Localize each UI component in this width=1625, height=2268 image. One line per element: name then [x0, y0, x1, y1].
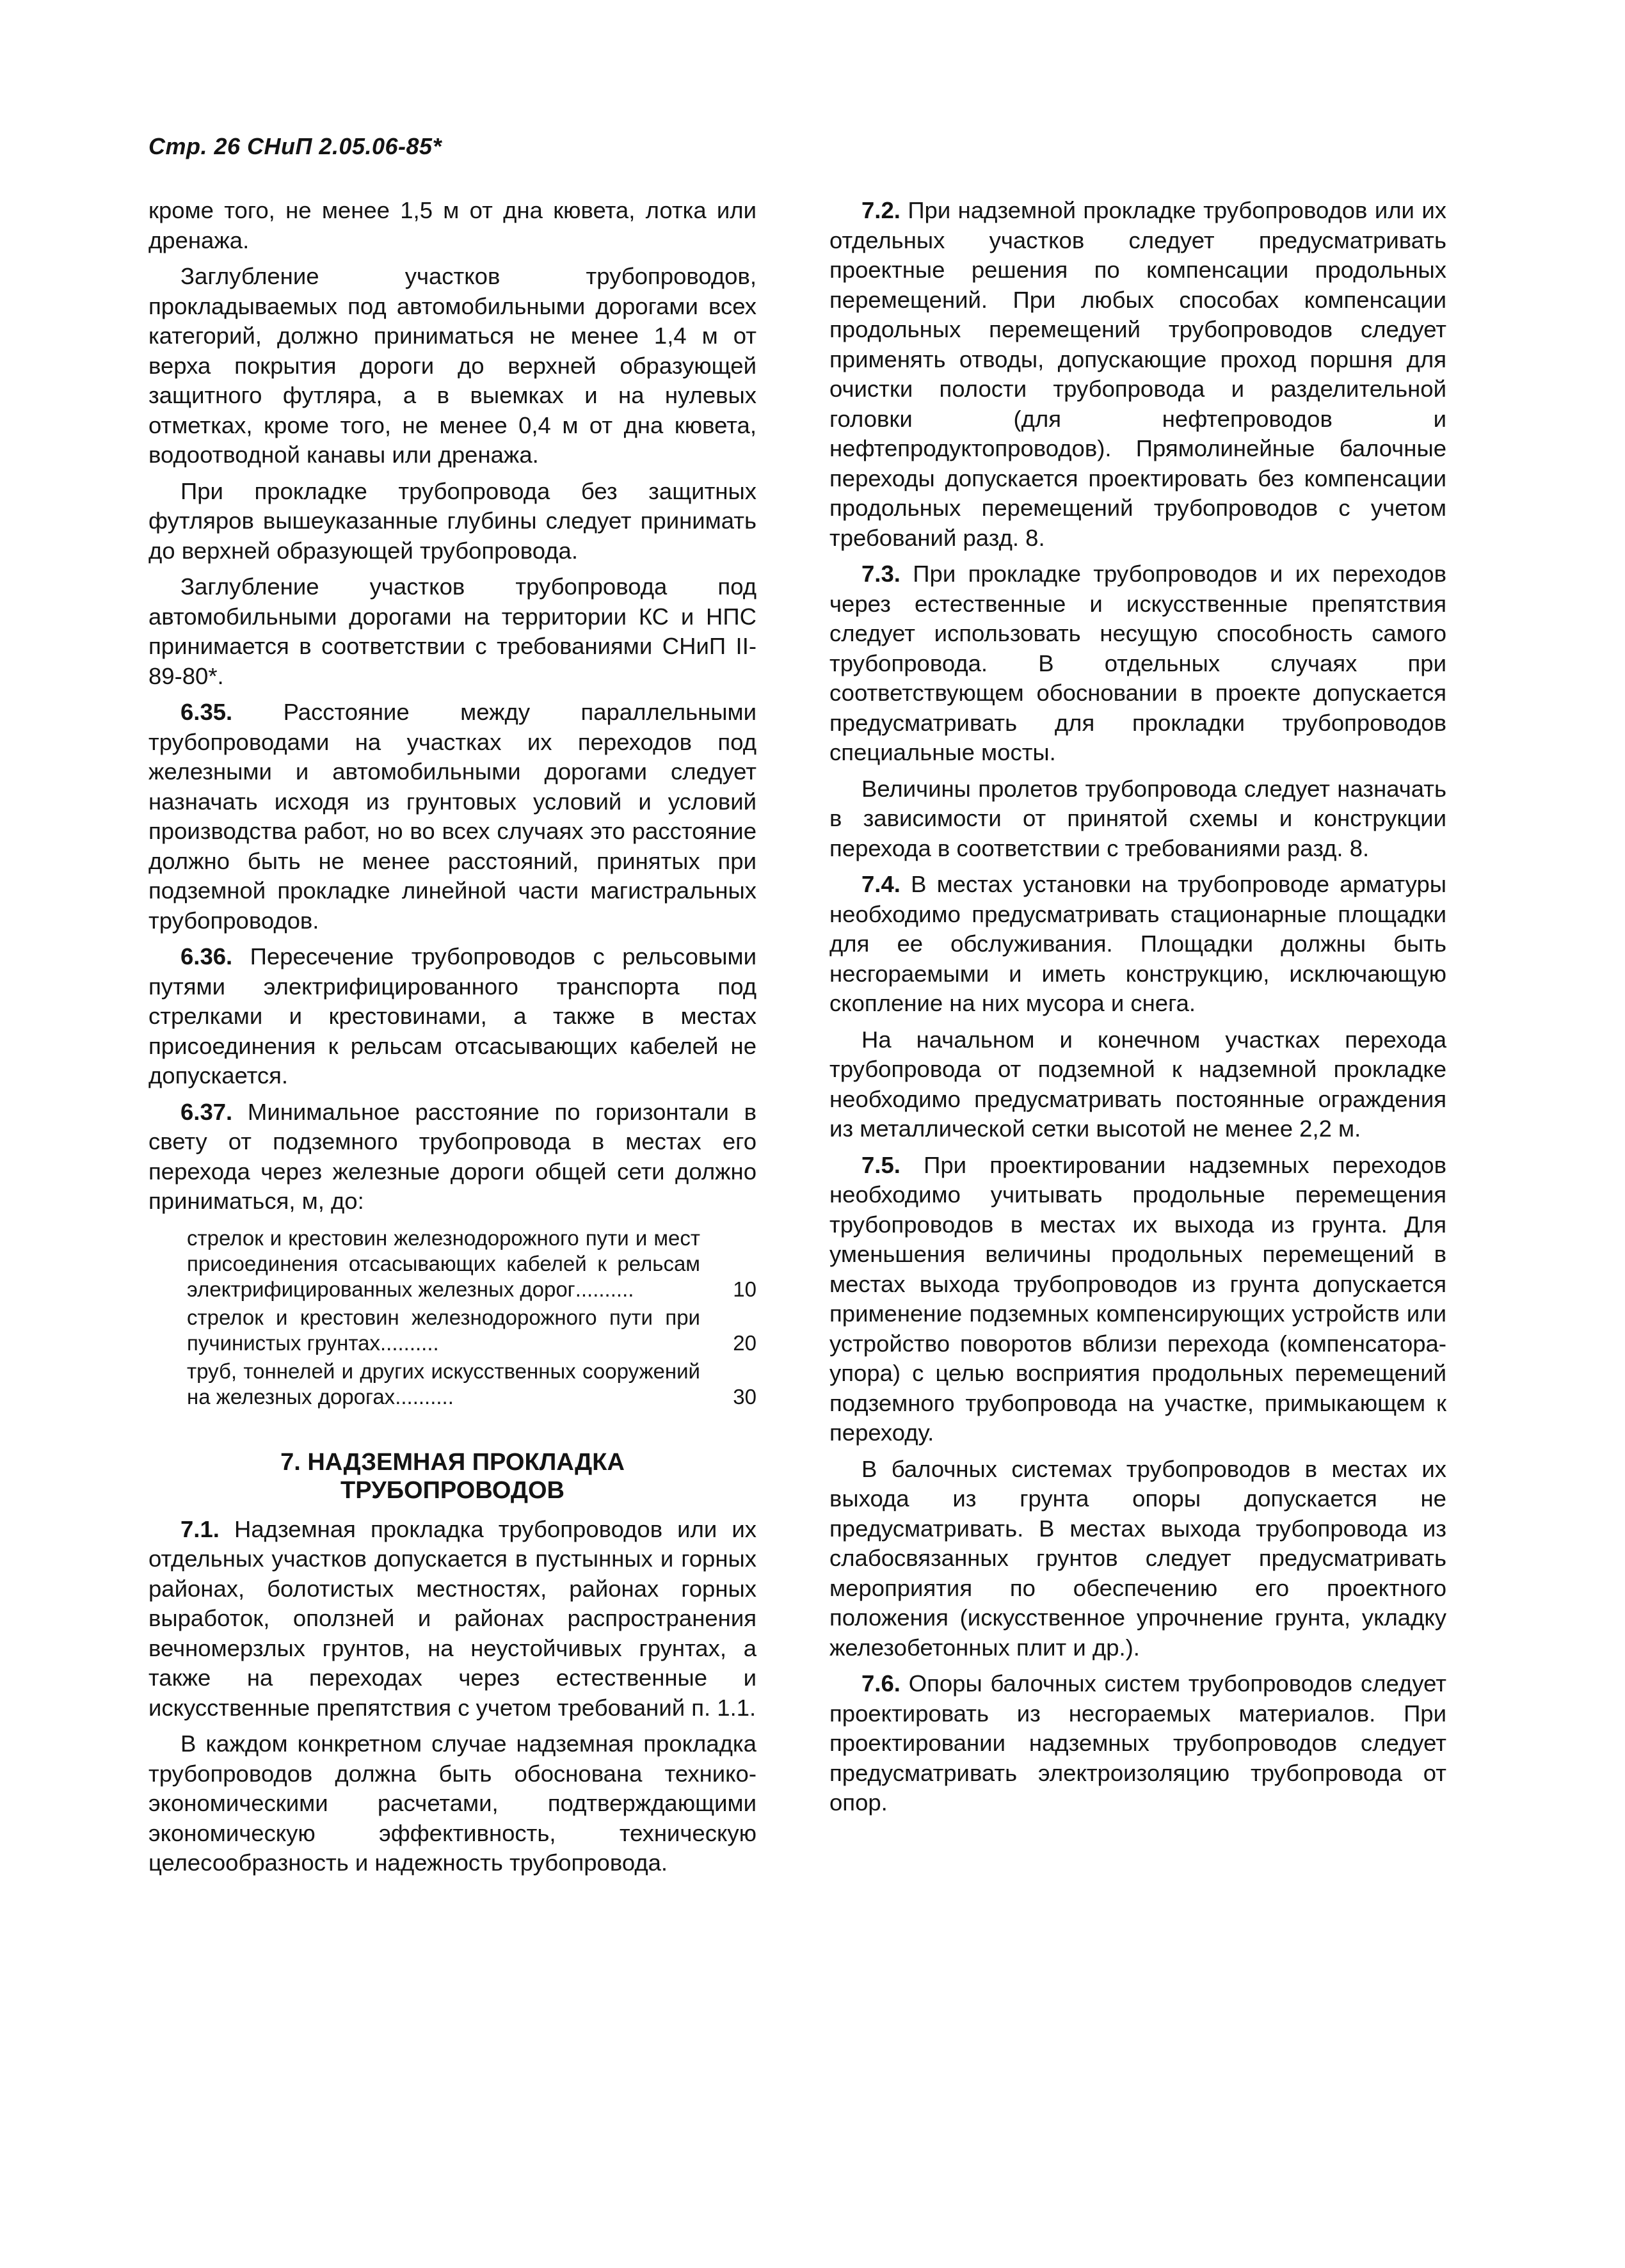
clause-text: Минимальное расстояние по горизонтали в свету от подземного трубопровода в местах его перехода через железные дороги общей сети должно приниматься, м, до: [148, 1098, 756, 1214]
paragraph: В балочных системах трубопроводов в местах их выхода из грунта опоры допускается не предусматривать. В местах выхода трубопровода из слабосвязанных грунтов следует предусматривать мероприятия по обеспечению его проектного положения (искусственное упрочнение грунта, укладку железобетонных плит и др.). [829, 1455, 1446, 1661]
list-item [187, 1305, 756, 1356]
clause-number: 6.35. [180, 699, 233, 725]
clause-text: Расстояние между параллельными трубопроводами на участках их переходов под железными и автомобильными дорогами следует назначать исходя из грунтовых условий и условий производства работ, но во всех случаях это расстояние должно быть не менее расстояний, принятых при подземной прокладке линейной части магистральных трубопроводов. [148, 699, 756, 934]
list-item-value: 30 [733, 1384, 756, 1409]
clause-number: 7.3. [861, 561, 901, 587]
list-item [187, 1226, 756, 1302]
clause-number: 7.5. [861, 1151, 901, 1178]
clause-6-35 [148, 698, 756, 936]
list-item-value: 20 [733, 1330, 756, 1355]
clause-text: При проектировании надземных переходов необходимо учитывать продольные перемещения трубопроводов в местах их выхода из грунта. Для уменьшения величины продольных перемещений в местах выхода трубопроводов из грунта допускается применение подземных компенсирующих устройств или устройство поворотов вблизи перехода (компенсатора-упора) с целью восприятия продольных перемещений подземного трубопровода на участке, примыкающем к переходу. [829, 1151, 1446, 1446]
clause-text: Надземная прокладка трубопроводов или их отдельных участков допускается в пустынных и горных районах, болотистых местностях, районах горных выработок, оползней и районах распространения вечномерзлых грунтов, на неустойчивых грунтах, а также на переходах через естественные и искусственные препятствия с учетом требований п. 1.1. [148, 1515, 756, 1721]
paragraph: На начальном и конечном участках перехода трубопровода от подземной к надземной прокладке необходимо предусматривать постоянные ограждения из металлической сетки высотой не менее 2,2 м. [829, 1026, 1446, 1142]
clause-7-2 [829, 196, 1446, 553]
left-column [148, 196, 756, 1885]
clause-text: Опоры балочных систем трубопроводов следует проектировать из несгораемых материалов. При проектировании надземных трубопроводов следует предусматривать электроизоляцию трубопровода от опор. [829, 1670, 1446, 1816]
clause-text: При надземной прокладке трубопроводов или их отдельных участков следует предусматривать проектные решения по компенсации продольных перемещений. При любых способах компенсации продольных перемещений трубопроводов следует применять отводы, допускающие проход поршня для очистки полости трубопровода и разделительной головки (для нефтепроводов и нефтепродуктопроводов). Прямолинейные балочные переходы допускается проектировать без компенсации продольных перемещений трубопроводов с учетом требований разд. 8. [829, 197, 1446, 551]
clause-7-1 [148, 1515, 756, 1723]
right-column [829, 196, 1446, 1825]
clause-text: В местах установки на трубопроводе арматуры необходимо предусматривать стационарные площадки для ее обслуживания. Площадки должны быть несгораемыми и иметь конструкцию, исключающую скопление на них мусора и снега. [829, 871, 1446, 1016]
paragraph: При прокладке трубопровода без защитных футляров вышеуказанные глубины следует принимать до верхней образующей трубопровода. [148, 477, 756, 564]
paragraph: Величины пролетов трубопровода следует назначать в зависимости от принятой схемы и конструкции перехода в соответствии с требованиями разд. 8. [829, 775, 1446, 861]
clause-number: 6.36. [180, 943, 233, 970]
clause-number: 7.6. [861, 1670, 901, 1697]
list-item-text: стрелок и крестовин железнодорожного пути при пучинистых грунтах.......... [187, 1305, 700, 1355]
list-item-text: стрелок и крестовин железнодорожного пути и мест присоединения отсасывающих кабелей к рельсам электрифицированных железных дорог.......... [187, 1226, 700, 1301]
clause-6-37 [148, 1098, 756, 1217]
paragraph: Заглубление участков трубопровода под автомобильными дорогами на территории КС и НПС принимается в соответствии с требованиями СНиП II-89-80*. [148, 573, 756, 689]
clause-number: 7.1. [180, 1515, 220, 1542]
list-item-value: 10 [733, 1277, 756, 1301]
clause-text: При прокладке трубопроводов и их переходов через естественные и искусственные препятствия следует использовать несущую способность самого трубопровода. В отдельных случаях при соответствующем обосновании в проекте допускается предусматривать для прокладки трубопроводов специальные мосты. [829, 561, 1446, 765]
paragraph: Заглубление участков трубопроводов, прокладываемых под автомобильными дорогами всех категорий, должно приниматься не менее 1,4 м от верха покрытия дороги до верхней образующей защитного футляра, а в выемках и на нулевых отметках, кроме того, не менее 0,4 м от дна кювета, водоотводной канавы или дренажа. [148, 263, 756, 468]
clause-number: 7.2. [861, 197, 901, 223]
clause-7-4 [829, 870, 1446, 1019]
clause-6-36 [148, 942, 756, 1091]
clause-text: Пересечение трубопроводов с рельсовыми путями электрифицированного транспорта под стрелками и крестовинами, а также в местах присоединения к рельсам отсасывающих кабелей не допускается. [148, 943, 756, 1089]
paragraph: кроме того, не менее 1,5 м от дна кювета, лотка или дренажа. [148, 197, 756, 253]
clause-7-5 [829, 1151, 1446, 1448]
distance-list [187, 1226, 756, 1410]
section-title: 7. НАДЗЕМНАЯ ПРОКЛАДКА ТРУБОПРОВОДОВ [280, 1448, 625, 1504]
clause-7-3 [829, 559, 1446, 768]
clause-number: 6.37. [180, 1098, 233, 1125]
paragraph: В каждом конкретном случае надземная прокладка трубопроводов должна быть обоснована технико-экономическими расчетами, подтверждающими экономическую эффективность, техническую целесообразность и надежность трубопровода. [148, 1730, 756, 1876]
clause-number: 7.4. [861, 871, 901, 897]
page-header: Стр. 26 СНиП 2.05.06-85* [148, 133, 442, 159]
list-item [187, 1359, 756, 1410]
clause-7-6 [829, 1669, 1446, 1818]
list-item-text: труб, тоннелей и других искусственных сооружений на железных дорогах.......... [187, 1359, 700, 1409]
